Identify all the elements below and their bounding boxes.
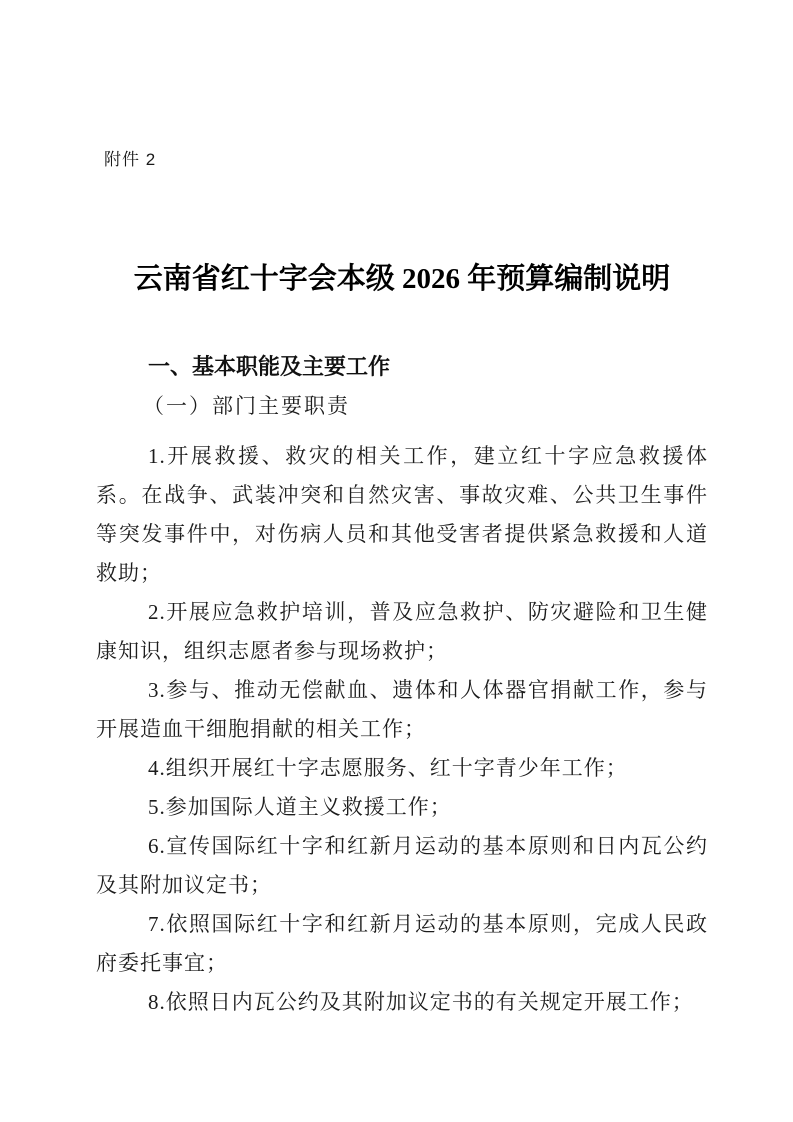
paragraph-duty-1: 1.开展救援、救灾的相关工作，建立红十字应急救援体系。在战争、武装冲突和自然灾害、事故灾难、公共卫生事件等突发事件中，对伤病人员和其他受害者提供紧急救援和人道救助； xyxy=(96,444,708,585)
paragraph-duty-4: 4.组织开展红十字志愿服务、红十字青少年工作； xyxy=(148,756,628,780)
paragraph-duty-2: 2.开展应急救护培训，普及应急救护、防灾避险和卫生健康知识，组织志愿者参与现场救护； xyxy=(96,600,708,663)
paragraph-duty-5: 5.参加国际人道主义救援工作； xyxy=(148,795,452,819)
section-heading-basic-functions: 一、基本职能及主要工作 xyxy=(148,354,391,379)
paragraph-duty-7: 7.依照国际红十字和红新月运动的基本原则，完成人民政府委托事宜； xyxy=(96,912,708,975)
paragraph-duty-6: 6.宣传国际红十字和红新月运动的基本原则和日内瓦公约及其附加议定书； xyxy=(96,834,708,897)
document-title: 云南省红十字会本级 2026 年预算编制说明 xyxy=(133,263,671,295)
paragraph-duty-8: 8.依照日内瓦公约及其附加议定书的有关规定开展工作； xyxy=(148,990,694,1014)
body-paragraphs xyxy=(96,437,708,1022)
paragraph-duty-3: 3.参与、推动无偿献血、遗体和人体器官捐献工作，参与开展造血干细胞捐献的相关工作； xyxy=(96,678,708,741)
attachment-label: 附件 2 xyxy=(104,150,157,169)
subsection-heading-department-duties: （一）部门主要职责 xyxy=(143,394,350,418)
